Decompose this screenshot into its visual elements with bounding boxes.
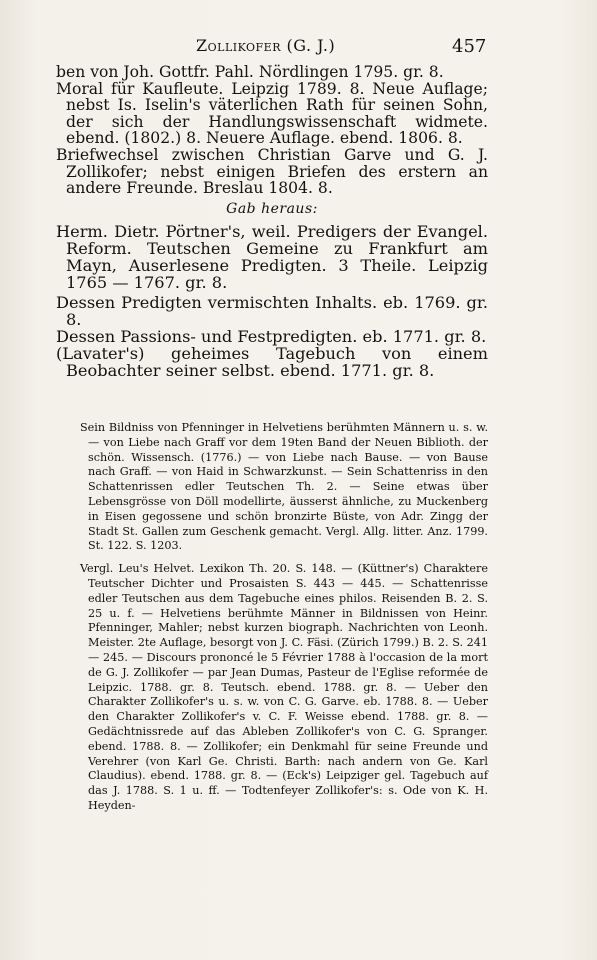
note-references: Vergl. Leu's Helvet. Lexikon Th. 20. S. 148. — (Küttner's) Charaktere Teutscher Dichter und Prosaisten S. 443 — 445. — Schattenrisse edler Teutschen aus dem Tagebuche eines philos. Reisenden B. 2. S. 25 u. f. — Helvetiens berühmte Männer in Bildnissen von Heinr. Pfenninger, Mahler; nebst kurzen biograph. Nachrichten von Leonh. Meister. 2te Auflage, besorgt von J. C. Fäsi. (Zürich 1799.) B. 2. S. 241 — 245. — Discours prononcé le 5 Février 1788 à l'occasion de la mort de G. J. Zollikofer — par Jean Dumas, Pasteur de l'Eglise reformée de Leipzic. 1788. gr. 8. Teutsch. ebend. 1788. gr. 8. — Ueber den Charakter Zollikofer's u. s. w. von C. G. Garve. eb. 1788. 8. — Ueber den Charakter Zollikofer's v. C. F. Weisse ebend. 1788. gr. 8. — Gedächtnissrede auf das Ableben Zollikofer's von C. G. Spranger. ebend. 1788. 8. — Zollikofer; ein Denkmahl für seine Freunde und Verehrer (von Karl Ge. Christi. Barth: nach andern von Ge. Karl Claudius). ebend. 1788. gr. 8. — (Eck's) Leipziger gel. Tagebuch auf das J. 1788. S. 1 u. ff. — Todtenfeyer Zollikofer's: s. Ode von K. H. Heyden- — [80, 562, 488, 812]
entry-dessen-passionspredigten: Dessen Passions- und Festpredigten. eb. 1771. gr. 8. — [56, 326, 487, 346]
note-bildniss: Sein Bildniss von Pfenninger in Helvetiens berühmten Männern u. s. w. — von Liebe nach Graff vor dem 19ten Band der Neuen Biblioth. der schön. Wissensch. (1776.) — von Liebe nach Bause. — von Bause nach Graff. — von Haid in Schwarzkunst. — Sein Schattenriss in den Schattenrissen edler Teutschen Th. 2. — Seine etwas über Lebensgrösse von Döll modellirte, äusserst ähnliche, zu Muckenberg in Eisen gegossene und schön bronzirte Büste, von Adr. Zingg der Stadt St. Gallen zum Geschenk gemacht. Vergl. Allg. litter. Anz. 1799. St. 122. S. 1203. — [80, 421, 488, 553]
notes-section — [80, 421, 488, 814]
main-text — [56, 64, 488, 380]
entry-pahl: ben von Joh. Gottfr. Pahl. Nördlingen 1795. gr. 8. — [56, 63, 444, 81]
running-head: Zollikofer (G. J.) — [196, 36, 336, 55]
section-subheading: Gab heraus: — [226, 200, 318, 217]
entry-poertner: Herm. Dietr. Pörtner's, weil. Predigers der Evangel. Reform. Teutschen Gemeine zu Frankfurt am Mayn, Auserlesene Predigten. 3 Theile. Leipzig 1765 — 1767. gr. 8. — [56, 221, 488, 293]
entry-dessen-predigten: Dessen Predigten vermischten Inhalts. eb. 1769. gr. 8. — [56, 292, 488, 329]
page-number: 457 — [452, 36, 487, 57]
entry-moral-fuer-kaufleute: Moral für Kaufleute. Leipzig 1789. 8. Neue Auflage; nebst Is. Iselin's väterlichen Rath für seinen Sohn, der sich der Handlungswissenschaft widmete. ebend. (1802.) 8. Neuere Auflage. ebend. 1806. 8. — [56, 79, 488, 148]
entry-briefwechsel: Briefwechsel zwischen Christian Garve und G. J. Zollikofer; nebst einigen Briefen des erstern an andere Freunde. Breslau 1804. 8. — [56, 145, 488, 198]
page-header — [0, 36, 597, 60]
entry-lavater-tagebuch: (Lavater's) geheimes Tagebuch von einem Beobachter seiner selbst. ebend. 1771. gr. 8. — [56, 344, 488, 381]
